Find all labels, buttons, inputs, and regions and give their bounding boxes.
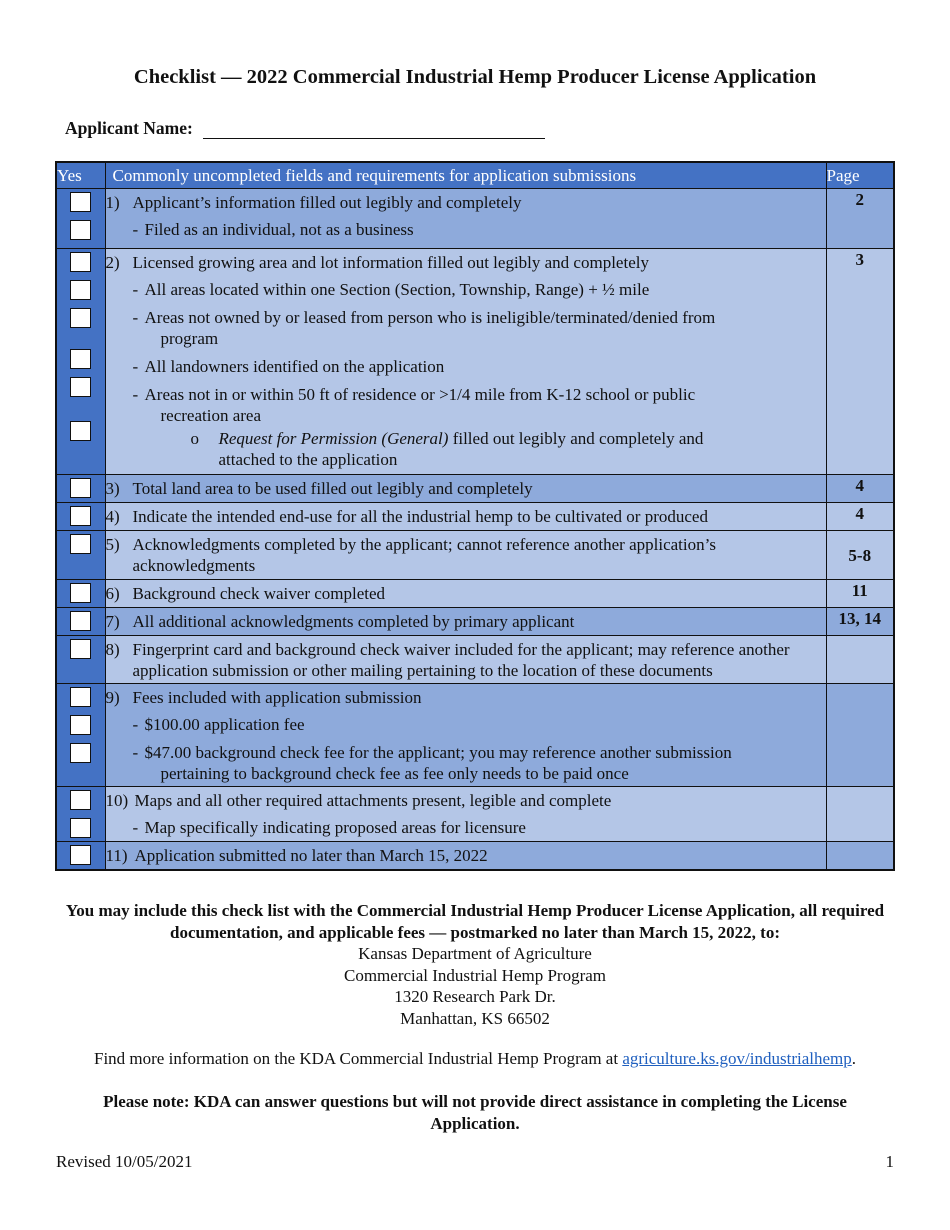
page-number: 1 bbox=[885, 1152, 894, 1171]
checkbox-item-1[interactable] bbox=[70, 192, 91, 212]
table-row bbox=[56, 503, 894, 531]
info-suffix: . bbox=[851, 1049, 857, 1068]
page-ref bbox=[826, 842, 894, 871]
info-text: Find more information on the KDA Commercial Industrial Hemp Program at bbox=[93, 1049, 619, 1068]
address-line: Manhattan, KS 66502 bbox=[400, 1008, 550, 1028]
sub-item-text: Areas not in or within 50 ft of residence or >1/4 mile from K-12 school or public recreation area bbox=[144, 385, 696, 425]
item-number: 7) bbox=[105, 612, 120, 631]
checkbox-item-4[interactable] bbox=[70, 506, 91, 526]
applicant-name-input-line[interactable] bbox=[203, 117, 545, 139]
page-title: Checklist — 2022 Commercial Industrial Hemp Producer License Application bbox=[133, 66, 817, 88]
checkbox-item-2-sub-4[interactable] bbox=[70, 377, 91, 397]
item-number: 9) bbox=[105, 688, 120, 707]
more-info bbox=[0, 1048, 950, 1070]
table-row bbox=[56, 580, 894, 608]
applicant-name-label: Applicant Name: bbox=[65, 118, 193, 138]
page-ref: 4 bbox=[826, 503, 894, 531]
checkbox-item-3[interactable] bbox=[70, 478, 91, 498]
sub-item-text: Map specifically indicating proposed areas for licensure bbox=[144, 818, 526, 837]
page-ref bbox=[826, 684, 894, 787]
table-row bbox=[56, 636, 894, 684]
item-number: 10) bbox=[105, 791, 129, 810]
header-yes: Yes bbox=[56, 162, 105, 189]
sub-item-text: Request for Permission (General) filled out legibly and completely and attached to the application bbox=[218, 429, 704, 469]
checkbox-item-2-sub-5[interactable] bbox=[70, 421, 91, 441]
note-text: Please note: KDA can answer questions but will not provide direct assistance in completing the License Application. bbox=[103, 1092, 847, 1133]
item-text: Fingerprint card and background check waiver included for the applicant; may reference another application submission or other mailing pertaining to the location of these documents bbox=[132, 640, 790, 680]
table-row: 10) Maps and all other required attachments present, legible and complete - Map specifically indicating proposed areas for licensure bbox=[56, 787, 894, 842]
checkbox-item-9[interactable] bbox=[70, 687, 91, 707]
item-number: 3) bbox=[105, 479, 120, 498]
checkbox-item-11[interactable] bbox=[70, 845, 91, 865]
address-line: Commercial Industrial Hemp Program bbox=[343, 965, 607, 985]
checkbox-item-2-sub-2[interactable] bbox=[70, 308, 91, 328]
applicant-name-field bbox=[65, 117, 545, 139]
item-number: 4) bbox=[105, 507, 120, 526]
mailing-instructions bbox=[0, 900, 950, 1029]
address-line: Kansas Department of Agriculture bbox=[358, 944, 592, 963]
address-line: 1320 Research Park Dr. bbox=[394, 987, 556, 1006]
sub-item-text: All landowners identified on the application bbox=[144, 357, 445, 376]
item-number: 1) bbox=[105, 193, 120, 212]
table-header-row bbox=[56, 162, 894, 189]
checkbox-item-10-sub-1[interactable] bbox=[70, 818, 91, 838]
item-text: Maps and all other required attachments present, legible and complete bbox=[134, 791, 612, 810]
sub-item-text: Areas not owned by or leased from person who is ineligible/terminated/denied from program bbox=[144, 308, 716, 348]
sub-item-text: $100.00 application fee bbox=[144, 715, 305, 734]
table-row bbox=[56, 608, 894, 636]
item-number: 8) bbox=[105, 640, 120, 659]
item-text: Fees included with application submission bbox=[132, 688, 422, 707]
page-ref: 13, 14 bbox=[826, 608, 894, 636]
checkbox-item-7[interactable] bbox=[70, 611, 91, 631]
program-website-link[interactable]: agriculture.ks.gov/industrialhemp bbox=[622, 1049, 852, 1068]
item-text: Indicate the intended end-use for all the industrial hemp to be cultivated or produced bbox=[132, 507, 708, 526]
checkbox-item-5[interactable] bbox=[70, 534, 91, 554]
item-text: Acknowledgments completed by the applicant; cannot reference another application’s acknowledgments bbox=[132, 535, 716, 575]
page-ref: 11 bbox=[826, 580, 894, 608]
sub-item-text: $47.00 background check fee for the applicant; you may reference another submission pertaining to background check fee as fee only needs to be paid once bbox=[144, 743, 732, 783]
table-row: 9) Fees included with application submission - $100.00 application fee - $47.00 background check fee for the applicant; you may reference another submission pertaining to background check fee as fee only needs to be paid once bbox=[56, 684, 894, 787]
header-description: Commonly uncompleted fields and requirements for application submissions bbox=[105, 162, 826, 189]
page-ref: 2 bbox=[826, 189, 894, 249]
table-row: 2) Licensed growing area and lot information filled out legibly and completely - All areas located within one Section (Section, Township, Range) + ½ mile - Areas not owned by or leased from person who is ineligible/terminated/denied from program - All landowners identified on the application - Areas not in or within 50 ft of residence or >1/4 mile from K-12 school or public recreation area o Request for Permission (General) filled out legibly and completely and attached to the application 3 bbox=[56, 249, 894, 475]
sub-item-text: All areas located within one Section (Section, Township, Range) + ½ mile bbox=[144, 280, 650, 299]
item-number: 2) bbox=[105, 253, 120, 272]
sub-item-text: Filed as an individual, not as a business bbox=[144, 220, 414, 239]
page-ref: 3 bbox=[826, 249, 894, 475]
checkbox-item-2-sub-3[interactable] bbox=[70, 349, 91, 369]
header-page: Page bbox=[826, 162, 894, 189]
table-row bbox=[56, 531, 894, 580]
circle-bullet-icon: o bbox=[190, 429, 199, 448]
page-ref: 4 bbox=[826, 475, 894, 503]
page-ref: 5-8 bbox=[826, 531, 894, 580]
item-text: Applicant’s information filled out legibly and completely bbox=[132, 193, 522, 212]
page-ref bbox=[826, 787, 894, 842]
table-row: 1) Applicant’s information filled out legibly and completely - Filed as an individual, not as a business 2 bbox=[56, 189, 894, 249]
revised-date: Revised 10/05/2021 bbox=[56, 1152, 193, 1171]
item-text: Background check waiver completed bbox=[132, 584, 386, 603]
table-row bbox=[56, 842, 894, 871]
checkbox-item-6[interactable] bbox=[70, 583, 91, 603]
checklist-table bbox=[55, 161, 895, 871]
item-text: Licensed growing area and lot information filled out legibly and completely bbox=[132, 253, 649, 272]
checkbox-item-9-sub-2[interactable] bbox=[70, 743, 91, 763]
checkbox-item-8[interactable] bbox=[70, 639, 91, 659]
item-text: Application submitted no later than March 15, 2022 bbox=[134, 846, 488, 865]
item-text: All additional acknowledgments completed by primary applicant bbox=[132, 612, 575, 631]
table-row bbox=[56, 475, 894, 503]
item-number: 11) bbox=[105, 846, 128, 865]
checkbox-item-2[interactable] bbox=[70, 252, 91, 272]
checkbox-item-1-sub-1[interactable] bbox=[70, 220, 91, 240]
checkbox-item-9-sub-1[interactable] bbox=[70, 715, 91, 735]
item-text: Total land area to be used filled out legibly and completely bbox=[132, 479, 533, 498]
checkbox-item-2-sub-1[interactable] bbox=[70, 280, 91, 300]
item-number: 5) bbox=[105, 535, 120, 554]
page-ref bbox=[826, 636, 894, 684]
checkbox-item-10[interactable] bbox=[70, 790, 91, 810]
instruction-text: You may include this check list with the Commercial Industrial Hemp Producer License Application, all required documentation, and applicable fees — postmarked no later than March 15, 2022, to: bbox=[65, 901, 885, 942]
item-number: 6) bbox=[105, 584, 120, 603]
